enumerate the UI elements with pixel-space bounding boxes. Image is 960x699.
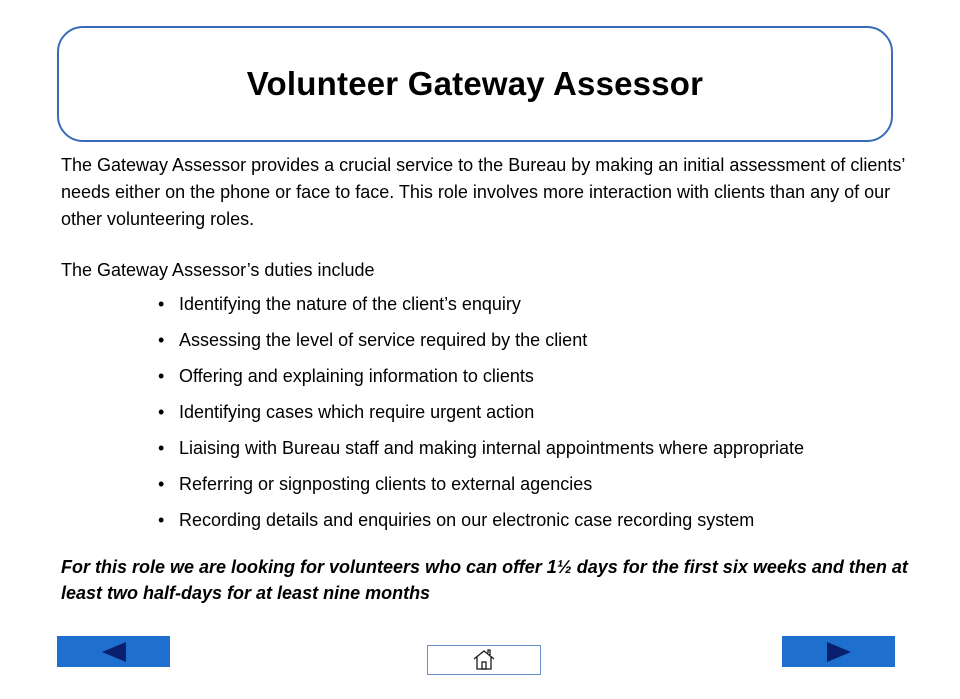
next-button[interactable]	[782, 636, 895, 667]
left-arrow-icon	[100, 641, 128, 663]
list-item	[158, 472, 804, 508]
bullet: •	[158, 330, 165, 350]
bullet: •	[158, 402, 165, 422]
list-item	[158, 364, 804, 400]
bullet: •	[158, 474, 165, 494]
duty-text: Recording details and enquiries on our electronic case recording system	[179, 510, 755, 530]
duty-text: Identifying the nature of the client’s enquiry	[179, 294, 521, 314]
title-box	[57, 26, 893, 142]
duties-list	[158, 292, 804, 544]
bullet: •	[158, 366, 165, 386]
duty-text: Identifying cases which require urgent action	[179, 402, 535, 422]
right-arrow-icon	[825, 641, 853, 663]
duty-text: Assessing the level of service required by the client	[179, 330, 588, 350]
home-button[interactable]	[427, 645, 541, 675]
duty-text: Liaising with Bureau staff and making internal appointments where appropriate	[179, 438, 805, 458]
list-item	[158, 508, 804, 544]
bullet: •	[158, 510, 165, 530]
home-icon	[472, 648, 496, 672]
list-item	[158, 292, 804, 328]
list-item	[158, 400, 804, 436]
duties-heading: The Gateway Assessor’s duties include	[61, 260, 375, 280]
duty-text: Referring or signposting clients to external agencies	[179, 474, 593, 494]
list-item	[158, 328, 804, 364]
duty-text: Offering and explaining information to clients	[179, 366, 534, 386]
list-item	[158, 436, 804, 472]
bullet: •	[158, 438, 165, 458]
slide-title: Volunteer Gateway Assessor	[246, 65, 704, 102]
intro-paragraph: The Gateway Assessor provides a crucial service to the Bureau by making an initial assessment of clients’ needs either on the phone or face to face. This role involves more interaction with clients than any of our other volunteering roles.	[61, 155, 905, 229]
bullet: •	[158, 294, 165, 314]
previous-button[interactable]	[57, 636, 170, 667]
availability-note: For this role we are looking for volunteers who can offer 1½ days for the first six weeks and then at least two half-days for at least nine months	[61, 557, 908, 603]
